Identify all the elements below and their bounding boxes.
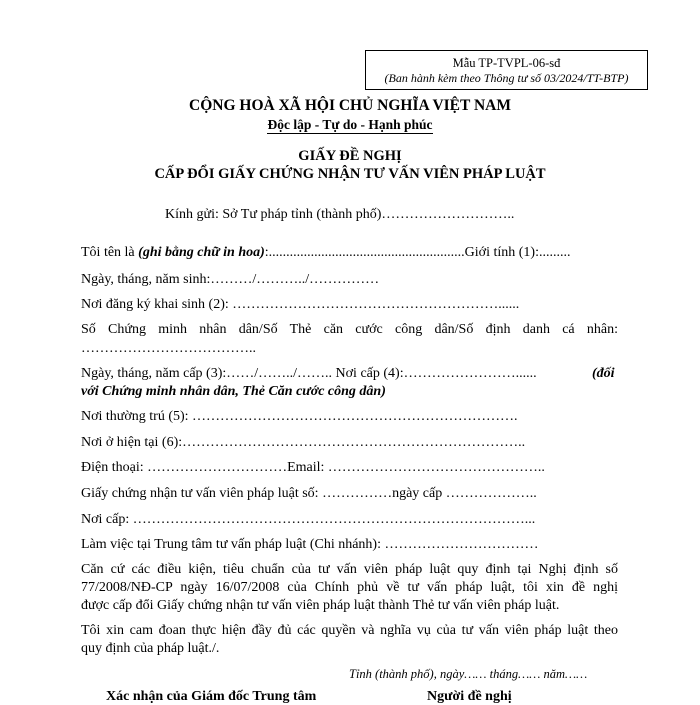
form-legal-basis: (Ban hành kèm theo Thông tư số 03/2024/TT-BTP) [384,71,629,85]
name-label: Tôi tên là [81,245,139,260]
national-title: CỘNG HOÀ XÃ HỘI CHỦ NGHĨA VIỆT NAM [189,97,511,114]
id-number-blank: ……………………………….. [81,341,256,356]
issue-date-place-field: Ngày, tháng, năm cấp (3):……/……../…….. Nơi cấp (4):……………………...... [81,366,537,381]
request-paragraph-line-3: được cấp đổi Giấy chứng nhận tư vấn viên pháp luật thành Thẻ tư vấn viên pháp luật. [81,598,560,613]
name-gender-field [81,244,570,262]
permanent-address-field: Nơi thường trú (5): ……………………………………………………………. [81,409,518,424]
date-of-birth-field: Ngày, tháng, năm sinh:………/………../…………… [81,272,380,287]
certificate-field: Giấy chứng nhận tư vấn viên pháp luật số: ……………ngày cấp ……………….. [81,486,537,501]
issue-note-start: (đối [592,366,615,381]
request-paragraph-line-2: 77/2008/NĐ-CP ngày 16/07/2008 của Chính phủ về tư vấn pháp luật, tôi xin đề nghị [81,580,618,595]
id-number-field: Số Chứng minh nhân dân/Số Thẻ căn cước công dân/Số định danh cá nhân: [81,322,618,337]
request-paragraph-line-1: Căn cứ các điều kiện, tiêu chuẩn của tư vấn viên pháp luật quy định tại Nghị định số [81,562,618,577]
form-code: Mẫu TP-TVPL-06-sđ [452,56,561,70]
commitment-paragraph-line-1: Tôi xin cam đoan thực hiện đầy đủ các quyền và nghĩa vụ của tư vấn viên pháp luật theo [81,623,618,638]
issue-note: với Chứng minh nhân dân, Thẻ Căn cước công dân) [81,384,386,399]
birthplace-field: Nơi đăng ký khai sinh (2): …………………………………………………...... [81,297,520,312]
place-date-line: Tỉnh (thành phố), ngày…… tháng…… năm…… [349,667,588,681]
current-address-field: Nơi ở hiện tại (6):……………………………………………………………….. [81,435,526,450]
issued-by-field: Nơi cấp: …………………………………………………………………………... [81,512,536,527]
commitment-paragraph-line-2: quy định của pháp luật./. [81,641,220,656]
name-hint: (ghi bằng chữ in hoa) [138,245,265,260]
national-motto [0,117,700,133]
phone-email-field: Điện thoại: …………………………Email: ……………………………………….. [81,460,545,475]
workplace-field: Làm việc tại Trung tâm tư vấn pháp luật (Chi nhánh): …………………………… [81,537,539,552]
form-code-box [365,50,648,90]
applicant-signature-label: Người đề nghị [427,689,512,704]
director-confirmation-label: Xác nhận của Giám đốc Trung tâm [106,689,317,704]
addressee-line: Kính gửi: Sở Tư pháp tỉnh (thành phố)……………………….. [165,207,515,222]
name-gender-blank: :........................................................Giới tính (1):......... [264,245,571,260]
motto-text: Độc lập - Tự do - Hạnh phúc [267,117,433,132]
document-title: GIẤY ĐỀ NGHỊ [298,148,402,164]
document-subtitle: CẤP ĐỔI GIẤY CHỨNG NHẬN TƯ VẤN VIÊN PHÁP LUẬT [154,166,546,182]
